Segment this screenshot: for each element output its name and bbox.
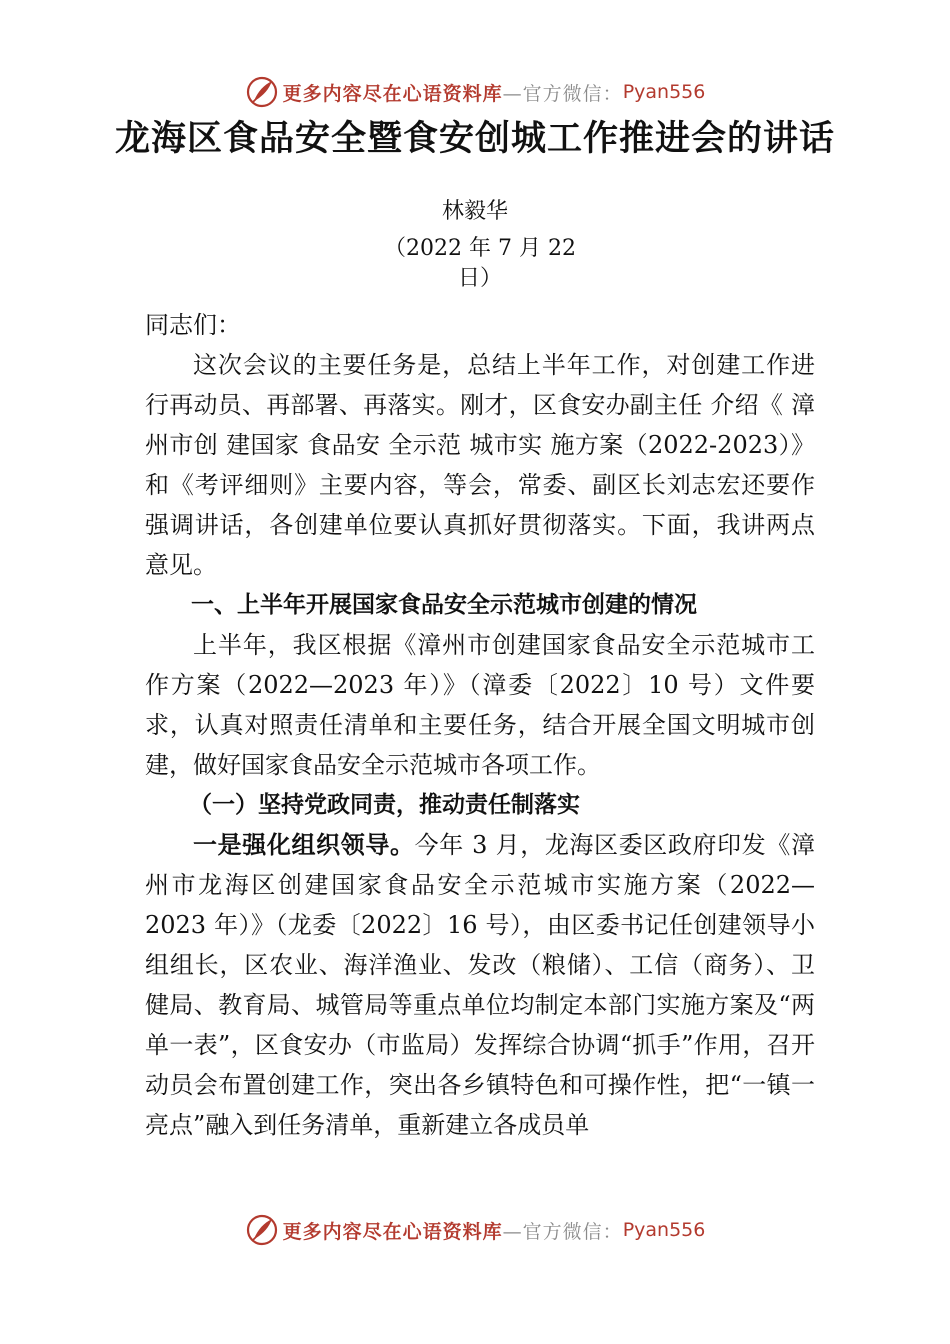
watermark-separator-text: —官方微信：	[502, 1220, 623, 1243]
footer-watermark-banner	[0, 1210, 950, 1250]
watermark-wechat-handle: Pyan556	[622, 81, 706, 103]
salutation: 同志们：	[145, 311, 241, 339]
intro-paragraph: 这次会议的主要任务是，总结上半年工作，对创建工作进行再动员、再部署、再落实。刚才，区食安办副主任 介绍《 漳 州市创 建国家 食品安 全示范 城市实 施方案（2022-2023）》和《考评细则》主要内容，等会，常委、副区长刘志宏还要作强调讲话，各创建单位要认真抓好贯彻落实。下面，我讲两点意见。	[145, 351, 815, 579]
point-lead-text: 一是强化组织领导。	[193, 830, 415, 859]
feather-pen-icon	[245, 1213, 279, 1247]
author-name: 林毅华	[441, 199, 508, 224]
feather-pen-icon	[245, 75, 279, 109]
document-title: 龙海区食品安全暨食安创城工作推进会的讲话	[114, 119, 835, 159]
section-heading: 一、上半年开展国家食品安全示范城市创建的情况	[191, 592, 697, 618]
subsection-heading: （一）坚持党政同责，推动责任制落实	[189, 792, 580, 818]
watermark-main-text: 更多内容尽在心语资料库	[282, 82, 503, 105]
watermark-separator-text: —官方微信：	[502, 82, 623, 105]
section-paragraph: 上半年，我区根据《漳州市创建国家食品安全示范城市工作方案（2022—2023 年）》（漳委〔2022〕10 号）文件要求，认真对照责任清单和主要任务，结合开展全国文明城市创建，做好国家食品安全示范城市各项工作。	[145, 631, 815, 779]
point-body-text: 今年 3 月，龙海区委区政府印发《漳州市龙海区创建国家食品安全示范城市实施方案（2022—2023 年）》（龙委〔2022〕16 号），由区委书记任创建领导小组组长，区农业、海洋渔业、发改（粮储）、工信（商务）、卫健局、教育局、城管局等重点单位均制定本部门实施方案及“两单一表”，区食安办（市监局）发挥综合协调“抓手”作用，召开动员会布置创建工作，突出各乡镇特色和可操作性，把“一镇一亮点”融入到任务清单，重新建立各成员单	[145, 831, 816, 1139]
header-watermark-banner	[0, 72, 950, 112]
document-body	[145, 305, 815, 1145]
watermark-wechat-handle: Pyan556	[622, 1219, 706, 1241]
speech-date: （2022 年 7 月 22 日）	[384, 236, 576, 291]
watermark-main-text: 更多内容尽在心语资料库	[282, 1220, 503, 1243]
point-paragraph	[145, 825, 815, 1145]
